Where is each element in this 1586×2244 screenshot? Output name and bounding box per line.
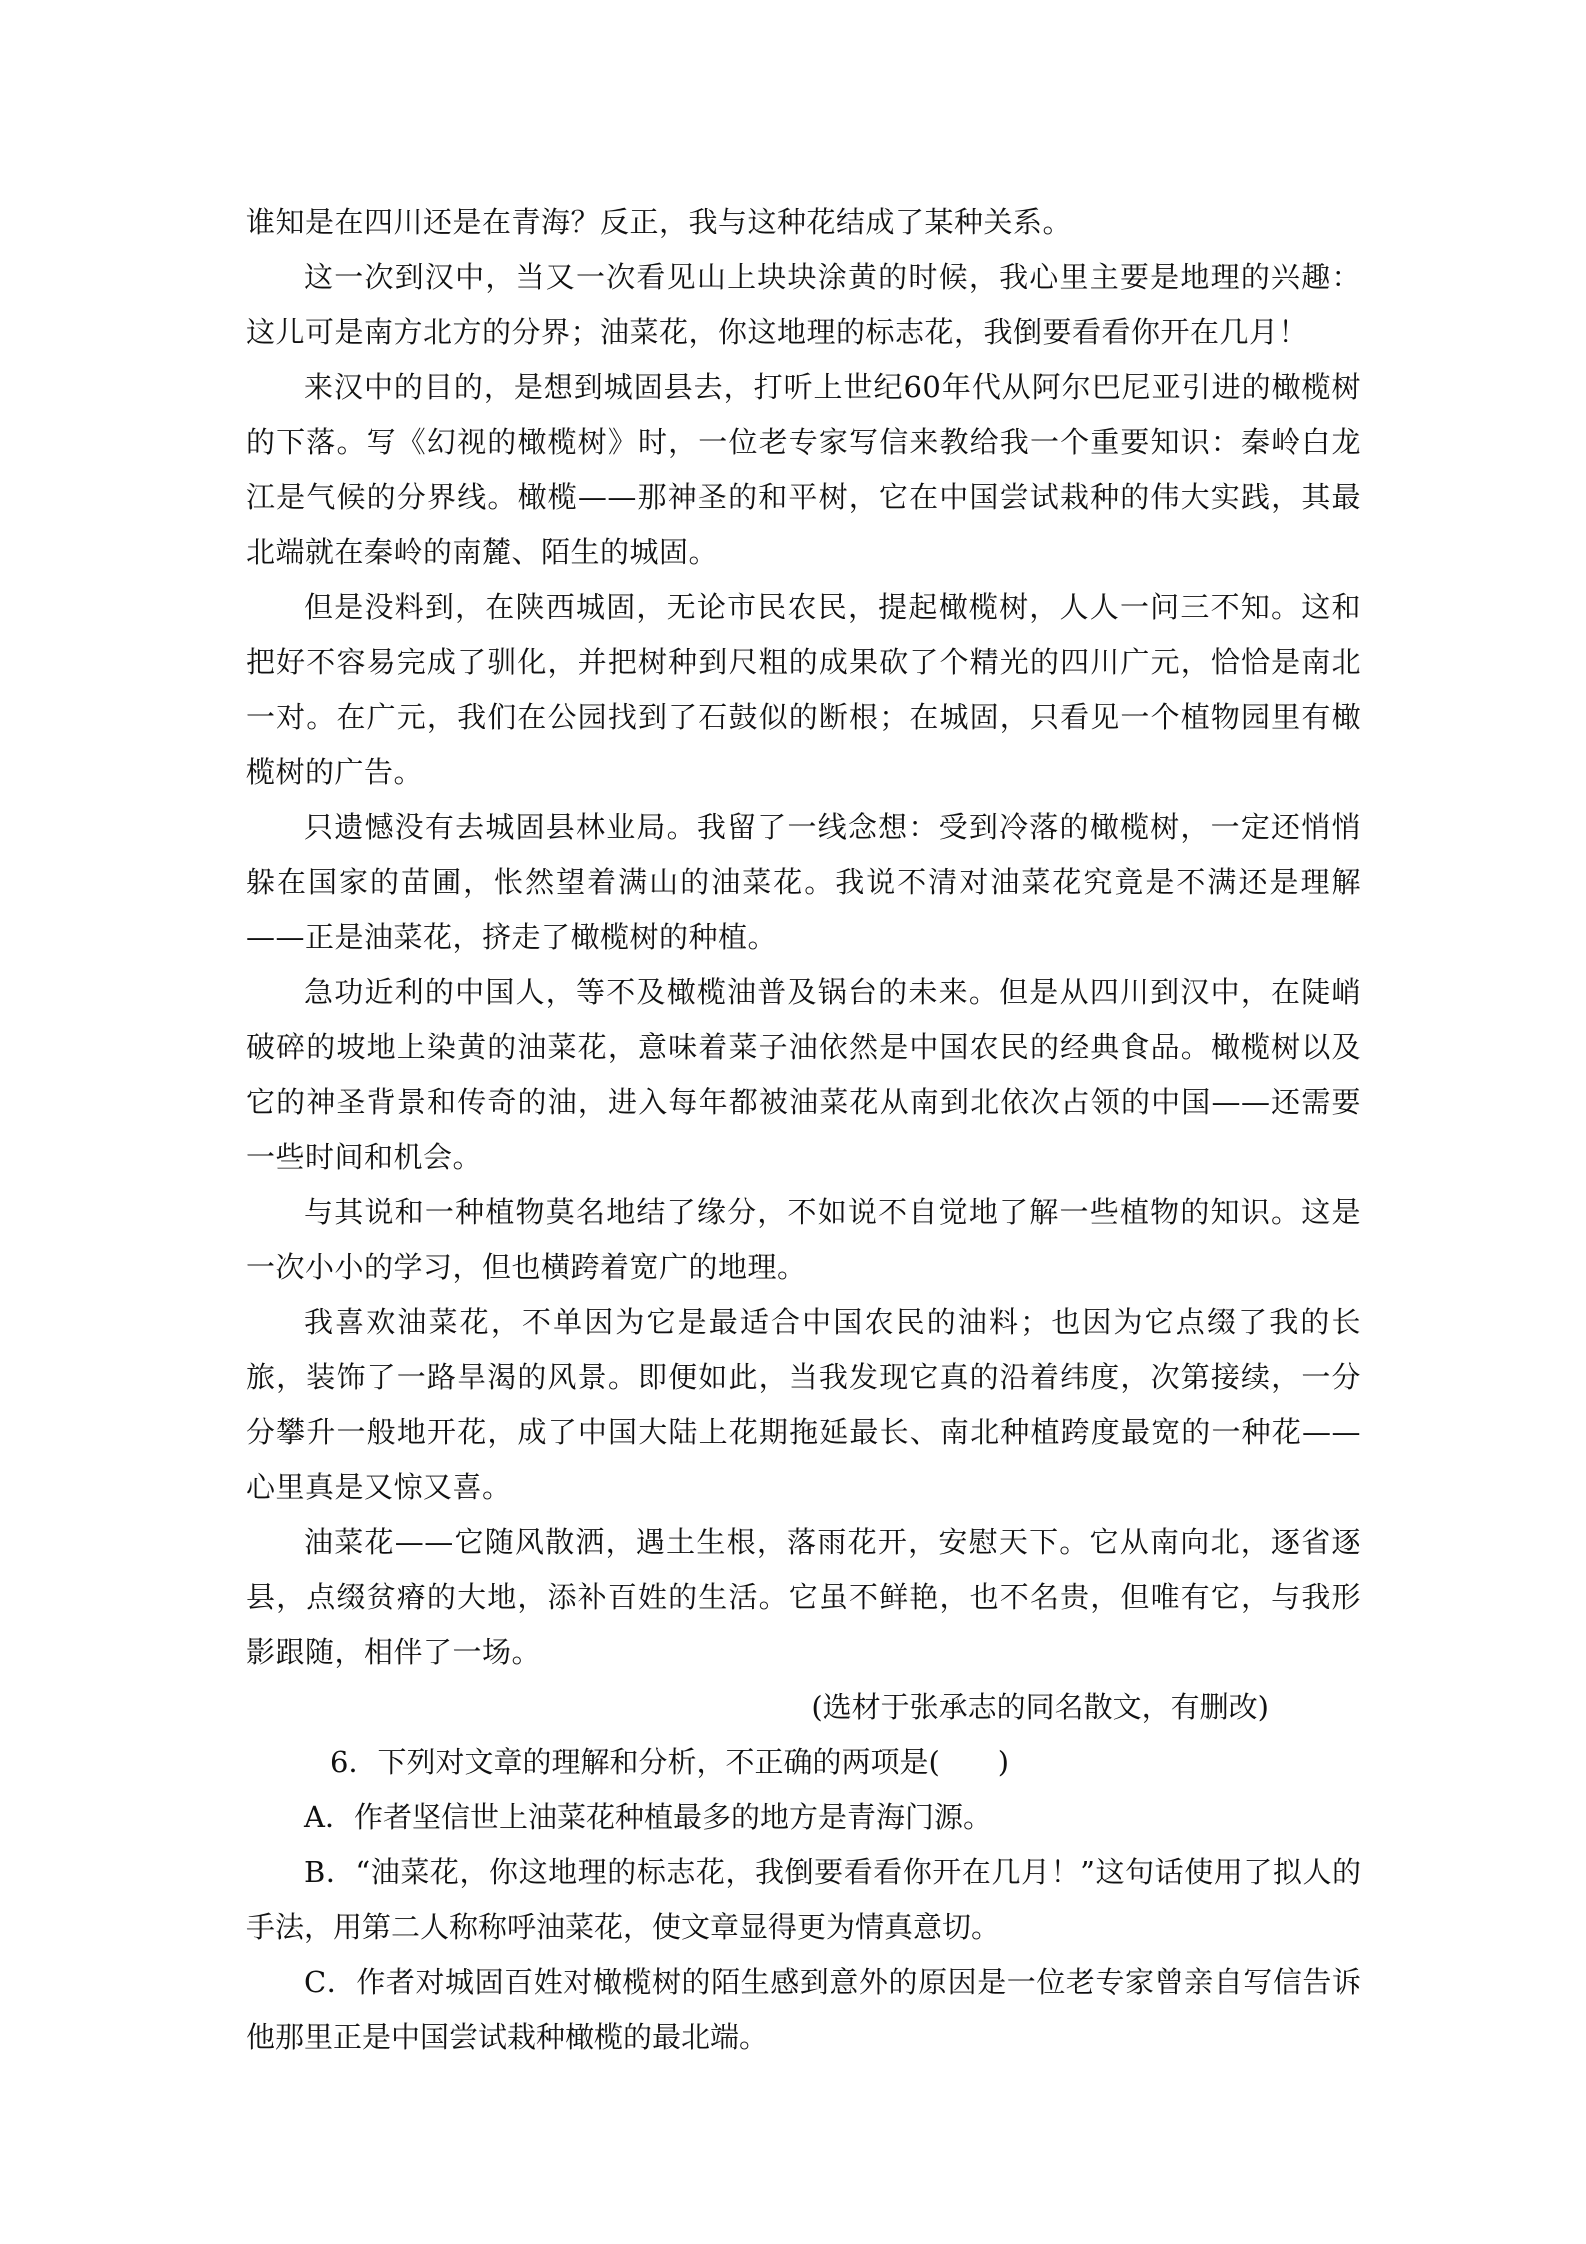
question-option-a: A．作者坚信世上油菜花种植最多的地方是青海门源。 (304, 1800, 992, 1834)
source-note: (选材于张承志的同名散文，有删改) (811, 1690, 1269, 1724)
question-option-b: B．“油菜花，你这地理的标志花，我倒要看看你开在几月！”这句话使用了拟人的手法，用第二人称称呼油菜花，使文章显得更为情真意切。 (246, 1855, 1361, 1944)
article-paragraph: 这一次到汉中，当又一次看见山上块块涂黄的时候，我心里主要是地理的兴趣：这儿可是南方北方的分界；油菜花，你这地理的标志花，我倒要看看你开在几月！ (246, 260, 1361, 349)
article-paragraph: 来汉中的目的，是想到城固县去，打听上世纪60年代从阿尔巴尼亚引进的橄榄树的下落。写《幻视的橄榄树》时，一位老专家写信来教给我一个重要知识：秦岭白龙江是气候的分界线。橄榄——那神圣的和平树，它在中国尝试栽种的伟大实践，其最北端就在秦岭的南麓、陌生的城固。 (246, 370, 1361, 569)
article-paragraph: 我喜欢油菜花，不单因为它是最适合中国农民的油料；也因为它点缀了我的长旅，装饰了一路旱渴的风景。即便如此，当我发现它真的沿着纬度，次第接续，一分分攀升一般地开花，成了中国大陆上花期拖延最长、南北种植跨度最宽的一种花——心里真是又惊又喜。 (246, 1305, 1361, 1504)
question-stem: 6．下列对文章的理解和分析，不正确的两项是( ) (330, 1745, 1010, 1779)
question-option-c: C．作者对城固百姓对橄榄树的陌生感到意外的原因是一位老专家曾亲自写信告诉他那里正是中国尝试栽种橄榄的最北端。 (246, 1965, 1361, 2054)
article-paragraph: 只遗憾没有去城固县林业局。我留了一线念想：受到冷落的橄榄树，一定还悄悄躲在国家的苗圃，怅然望着满山的油菜花。我说不清对油菜花究竟是不满还是理解——正是油菜花，挤走了橄榄树的种植。 (246, 810, 1361, 954)
article-paragraph: 与其说和一种植物莫名地结了缘分，不如说不自觉地了解一些植物的知识。这是一次小小的学习，但也横跨着宽广的地理。 (246, 1195, 1361, 1284)
article-paragraph: 但是没料到，在陕西城固，无论市民农民，提起橄榄树，人人一问三不知。这和把好不容易完成了驯化，并把树种到尺粗的成果砍了个精光的四川广元，恰恰是南北一对。在广元，我们在公园找到了石鼓似的断根；在城固，只看见一个植物园里有橄榄树的广告。 (246, 590, 1361, 789)
article-paragraph: 油菜花——它随风散洒，遇土生根，落雨花开，安慰天下。它从南向北，逐省逐县，点缀贫瘠的大地，添补百姓的生活。它虽不鲜艳，也不名贵，但唯有它，与我形影跟随，相伴了一场。 (246, 1525, 1361, 1669)
article-paragraph: 谁知是在四川还是在青海？反正，我与这种花结成了某种关系。 (246, 205, 1073, 239)
article-paragraph: 急功近利的中国人，等不及橄榄油普及锅台的未来。但是从四川到汉中，在陡峭破碎的坡地上染黄的油菜花，意味着菜子油依然是中国农民的经典食品。橄榄树以及它的神圣背景和传奇的油，进入每年都被油菜花从南到北依次占领的中国——还需要一些时间和机会。 (246, 975, 1361, 1174)
document-content (246, 195, 1361, 2065)
